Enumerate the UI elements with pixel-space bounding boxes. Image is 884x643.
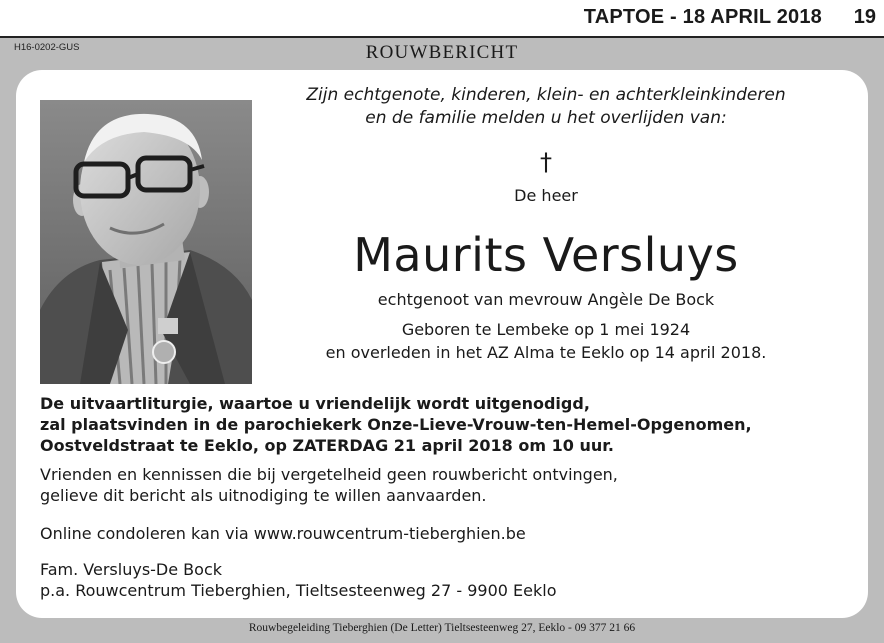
obituary-card — [16, 70, 868, 618]
funeral-line: De uitvaartliturgie, waartoe u vriendelijk wordt uitgenodigd, — [40, 394, 590, 413]
friends-line: Vrienden en kennissen die bij vergetelheid geen rouwbericht ontvingen, — [40, 465, 618, 484]
intro-line: Zijn echtgenote, kinderen, klein- en achterkleinkinderen — [306, 85, 786, 105]
friends-line: gelieve dit bericht als uitnodiging te willen aanvaarden. — [40, 486, 487, 505]
reference-code: H16-0202-GUS — [14, 42, 80, 53]
family-name: Fam. Versluys-De Bock — [40, 560, 222, 579]
obituary-frame — [0, 38, 884, 643]
birth-death-text — [246, 318, 846, 364]
cross-symbol: † — [540, 148, 552, 176]
family-address — [40, 559, 860, 601]
funeral-home-footer: Rouwbegeleiding Tieberghien (De Letter) Tieltsesteenweg 27, Eeklo - 09 377 21 66 — [248, 622, 636, 634]
intro-text — [296, 84, 796, 130]
page-number: 19 — [853, 6, 876, 28]
issue-date: TAPTOE - 18 APRIL 2018 — [583, 6, 822, 28]
funeral-line: Oostveldstraat te Eeklo, op ZATERDAG 21 april 2018 om 10 uur. — [40, 436, 614, 455]
spouse-line: echtgenoot van mevrouw Angèle De Bock — [377, 290, 715, 309]
friends-notice — [40, 464, 860, 506]
funeral-announcement — [40, 393, 860, 456]
intro-line: en de familie melden u het overlijden van: — [365, 108, 727, 128]
newspaper-masthead — [0, 0, 884, 38]
died-line: en overleden in het AZ Alma te Eeklo op 14 april 2018. — [325, 343, 767, 362]
portrait-photo — [40, 100, 252, 384]
deceased-name: Maurits Versluys — [353, 228, 739, 282]
funeral-line: zal plaatsvinden in de parochiekerk Onze-Lieve-Vrouw-ten-Hemel-Opgenomen, — [40, 415, 752, 434]
family-postal-address: p.a. Rouwcentrum Tieberghien, Tieltsesteenweg 27 - 9900 Eeklo — [40, 581, 557, 600]
online-condolence: Online condoleren kan via www.rouwcentrum-tieberghien.be — [40, 524, 526, 543]
obituary-heading: ROUWBERICHT — [365, 42, 519, 63]
born-line: Geboren te Lembeke op 1 mei 1924 — [401, 320, 691, 339]
title-prefix: De heer — [514, 186, 578, 205]
